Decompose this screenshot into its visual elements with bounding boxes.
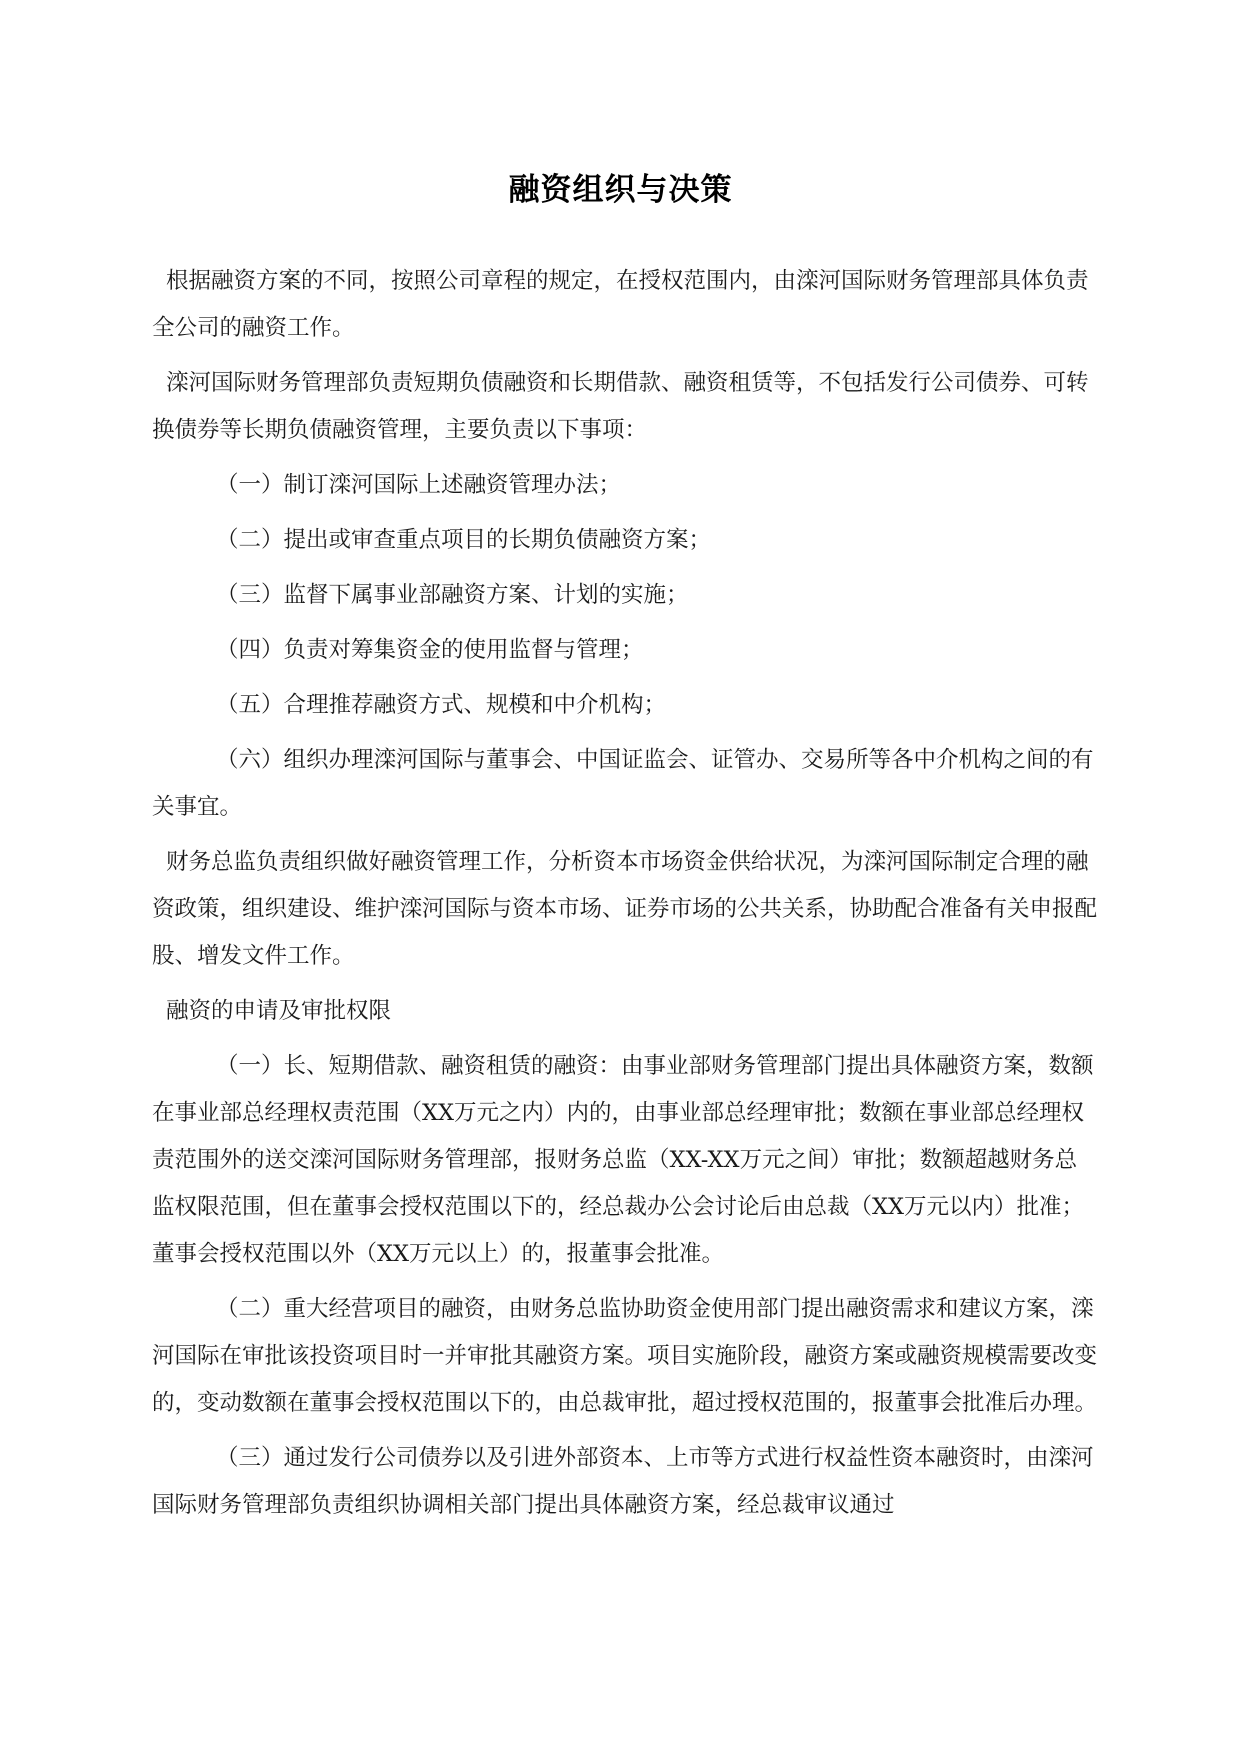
duty-item-5: （五）合理推荐融资方式、规模和中介机构； <box>216 692 667 718</box>
paragraph-cfo-duties: 财务总监负责组织做好融资管理工作，分析资本市场资金供给状况，为滦河国际制定合理的融资政策，组织建设、维护滦河国际与资本市场、证券市场的公共关系，协助配合准备有关申报配股、增发文件工作。 <box>152 849 1098 969</box>
approval-item-2: （二）重大经营项目的融资，由财务总监协助资金使用部门提出融资需求和建议方案，滦河国际在审批该投资项目时一并审批其融资方案。项目实施阶段，融资方案或融资规模需要改变的，变动数额在董事会授权范围以下的，由总裁审批，超过授权范围的，报董事会批准后办理。 <box>152 1296 1098 1416</box>
document-title: 融资组织与决策 <box>508 172 733 208</box>
duty-item-3: （三）监督下属事业部融资方案、计划的实施； <box>216 582 689 608</box>
duty-item-6: （六）组织办理滦河国际与董事会、中国证监会、证管办、交易所等各中介机构之间的有关事宜。 <box>152 747 1094 820</box>
approval-item-3: （三）通过发行公司债券以及引进外部资本、上市等方式进行权益性资本融资时，由滦河国际财务管理部负责组织协调相关部门提出具体融资方案，经总裁审议通过 <box>152 1445 1094 1518</box>
duty-item-2: （二）提出或审查重点项目的长期负债融资方案； <box>216 527 712 553</box>
approval-item-1: （一）长、短期借款、融资租赁的融资：由事业部财务管理部门提出具体融资方案，数额在事业部总经理权责范围（XX万元之内）内的，由事业部总经理审批；数额在事业部总经理权责范围外的送交滦河国际财务管理部，报财务总监（XX-XX万元之间）审批；数额超越财务总监权限范围，但在董事会授权范围以下的，经总裁办公会讨论后由总裁（XX万元以内）批准；董事会授权范围以外（XX万元以上）的，报董事会批准。 <box>152 1053 1094 1267</box>
paragraph-finance-dept-duties: 滦河国际财务管理部负责短期负债融资和长期借款、融资租赁等，不包括发行公司债券、可转换债券等长期负债融资管理，主要负责以下事项： <box>152 370 1089 443</box>
document-body <box>152 258 1097 1537</box>
duty-item-4: （四）负责对筹集资金的使用监督与管理； <box>216 637 644 663</box>
section-heading-approval-authority: 融资的申请及审批权限 <box>166 998 392 1024</box>
paragraph-financing-scope: 根据融资方案的不同，按照公司章程的规定，在授权范围内，由滦河国际财务管理部具体负责全公司的融资工作。 <box>152 268 1089 341</box>
duty-item-1: （一）制订滦河国际上述融资管理办法； <box>216 472 622 498</box>
